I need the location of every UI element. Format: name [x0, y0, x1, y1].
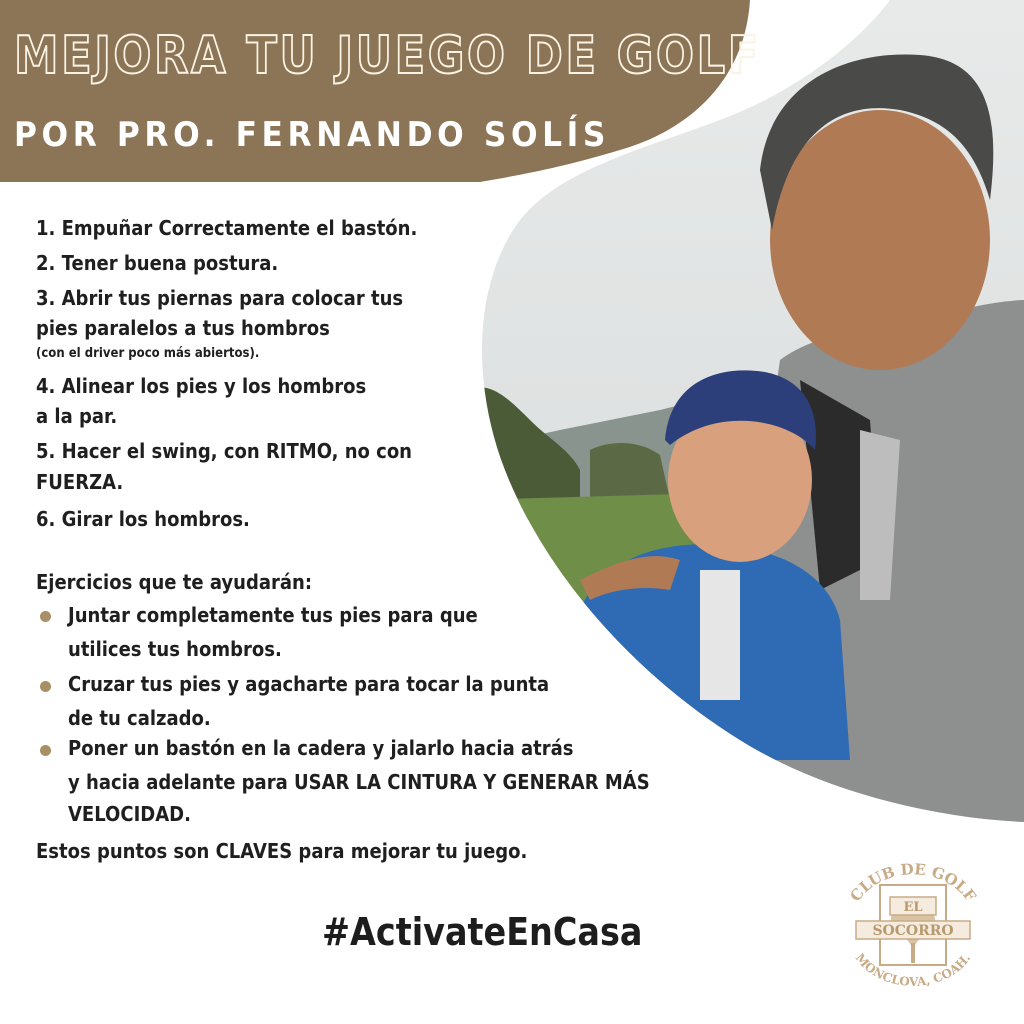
- step-line: 4. Alinear los pies y los hombros: [36, 374, 367, 398]
- step-line: 3. Abrir tus piernas para colocar tus: [36, 286, 404, 310]
- step-line: 1. Empuñar Correctamente el bastón.: [36, 216, 418, 240]
- step-line: 5. Hacer el swing, con RITMO, no con: [36, 439, 413, 463]
- tree-trunk-icon: [911, 943, 915, 963]
- exercise-line: Cruzar tus pies y agacharte para tocar la punta: [68, 672, 550, 696]
- exercise-line: y hacia adelante para USAR LA CINTURA Y GENERAR MÁS: [68, 770, 650, 794]
- step-line: FUERZA.: [36, 470, 124, 494]
- page-title: MEJORA TU JUEGO DE GOLF: [14, 26, 761, 86]
- step-line: 6. Girar los hombros.: [36, 507, 250, 531]
- bullet-icon: [40, 611, 51, 622]
- bullet-icon: [40, 681, 51, 692]
- page-subtitle: POR PRO. FERNANDO SOLÍS: [14, 115, 611, 155]
- step-line: pies paralelos a tus hombros: [36, 316, 330, 340]
- exercise-line: VELOCIDAD.: [68, 802, 191, 826]
- logo-name-1: EL: [903, 900, 923, 915]
- exercise-line: Poner un bastón en la cadera y jalarlo hacia atrás: [68, 736, 574, 760]
- step-line: 2. Tener buena postura.: [36, 251, 279, 275]
- exercise-line: Juntar completamente tus pies para que: [68, 603, 478, 627]
- logo-bottom-text: MONCLOVA, COAH.: [852, 950, 974, 989]
- step-note: (con el driver poco más abiertos).: [36, 346, 260, 361]
- logo-top-text: CLUB DE GOLF: [846, 860, 980, 905]
- club-logo: [838, 855, 988, 995]
- exercise-line: de tu calzado.: [68, 706, 211, 730]
- bullet-icon: [40, 745, 51, 756]
- hashtag: #ActivateEnCasa: [322, 910, 643, 954]
- exercise-line: utilices tus hombros.: [68, 637, 282, 661]
- logo-name-2: SOCORRO: [872, 923, 954, 939]
- closing-text: Estos puntos son CLAVES para mejorar tu juego.: [36, 839, 528, 863]
- exercises-heading: Ejercicios que te ayudarán:: [36, 570, 313, 594]
- step-line: a la par.: [36, 404, 118, 428]
